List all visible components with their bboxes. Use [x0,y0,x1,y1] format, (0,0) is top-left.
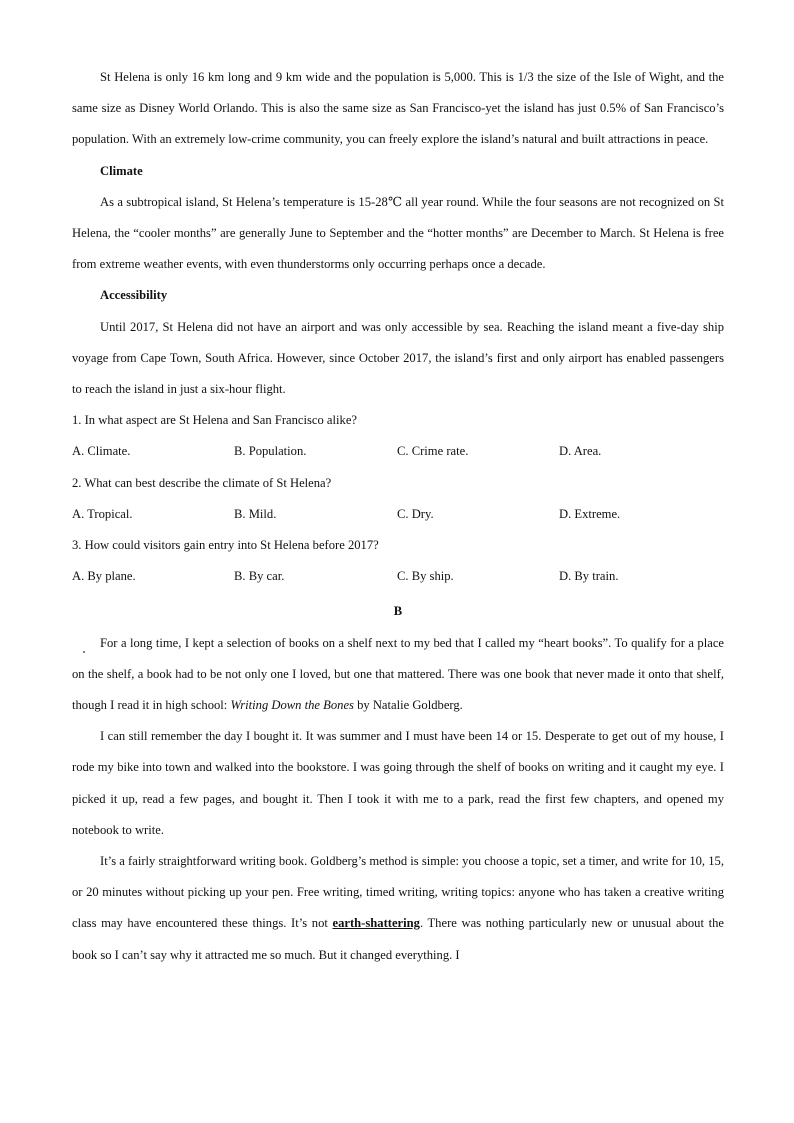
underlined-term: earth-shattering [332,916,420,931]
option-b: B. By car. [234,569,285,584]
option-row [72,436,724,467]
passage-b-paragraph-2: I can still remember the day I bought it. It was summer and I must have been 14 or 15. Desperate to get out of my house, I rode my bike into town and walked into the bookstore. I was going through the shelf of books on writing and it caught my eye. I picked it up, read a few pages, and bought it. Then I took it with me to a park, read the first few chapters, and opened my notebook to write. [72,729,724,837]
option-c: C. By ship. [397,569,454,584]
question-stem: 2. What can best describe the climate of St Helena? [72,475,332,490]
option-row [72,561,724,592]
option-d: D. Extreme. [559,506,621,521]
accessibility-paragraph: Until 2017, St Helena did not have an airport and was only accessible by sea. Reaching the island meant a five-day ship voyage from Cape Town, South Africa. However, since October 2017, the island’s first and only airport has enabled passengers to reach the island in just a six-hour flight. [72,319,724,397]
option-b: B. Population. [234,444,307,459]
option-a: A. By plane. [72,569,136,584]
option-a: A. Climate. [72,444,131,459]
section-b-heading: B [393,604,403,619]
climate-heading: Climate [100,163,143,178]
accessibility-heading: Accessibility [100,288,168,303]
option-d: D. Area. [559,444,602,459]
option-c: C. Dry. [397,506,434,521]
paragraph-text: It’s a fairly straightforward writing book. Goldberg’s method is simple: you choose a topic, set a timer, and write for 10, 15, or 20 minutes without picking up your pen. Free writing, timed writing, writing topics: anyone who has taken a creative writing class may have encountered these things. It’s not [72,854,724,931]
paragraph-text: by Natalie Goldberg. [353,698,463,712]
question-2 [72,468,724,530]
passage-b-paragraph-1 [72,628,724,722]
book-title: Writing Down the Bones [230,698,354,712]
option-b: B. Mild. [234,506,277,521]
climate-paragraph: As a subtropical island, St Helena’s temperature is 15-28℃ all year round. While the four seasons are not recognized on St Helena, the “cooler months” are generally June to September and the “hotter months” are December to March. St Helena is free from extreme weather events, with even thunderstorms only occurring perhaps once a decade. [72,194,724,272]
option-a: A. Tropical. [72,506,133,521]
question-stem: 3. How could visitors gain entry into St Helena before 2017? [72,538,379,553]
option-row [72,499,724,530]
question-3 [72,530,724,592]
passage-a-intro: St Helena is only 16 km long and 9 km wide and the population is 5,000. This is 1/3 the size of the Isle of Wight, and the same size as Disney World Orlando. This is also the same size as San Francisco-yet the island has just 0.5% of San Francisco’s population. With an extremely low-crime community, you can freely explore the island’s natural and built attractions in peace. [72,70,724,147]
option-c: C. Crime rate. [397,444,469,459]
question-stem: 1. In what aspect are St Helena and San Francisco alike? [72,413,358,428]
passage-b-paragraph-3 [72,846,724,971]
document-page [72,62,724,971]
stray-mark [83,651,85,653]
paragraph-text: For a long time, I kept a selection of books on a shelf next to my bed that I called my “heart books”. To qualify for a place on the shelf, a book had to be not only one I loved, but one that mattered. There was one book that never made it onto that shelf, though I read it in high school: [72,635,724,712]
question-1 [72,405,724,467]
paragraph-text: . There was nothing particularly new or unusual about the book so I can’t say why it attracted me so much. But it changed everything. I [72,916,724,962]
option-d: D. By train. [559,569,619,584]
